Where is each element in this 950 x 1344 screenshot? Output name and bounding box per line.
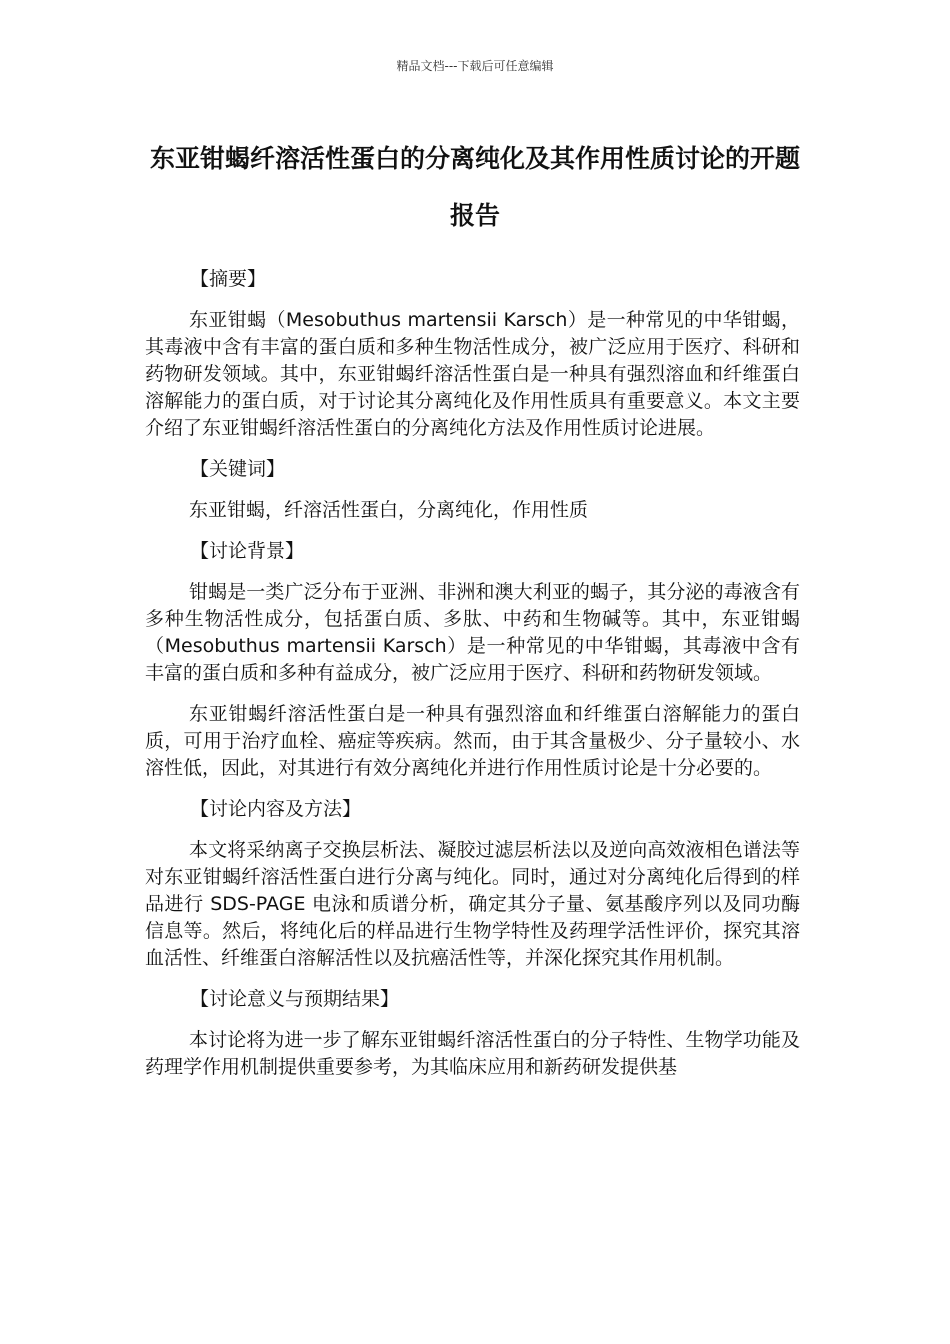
methods-heading: 【讨论内容及方法】: [190, 798, 362, 820]
background-paragraph-2: 东亚钳蝎纤溶活性蛋白是一种具有强烈溶血和纤维蛋白溶解能力的蛋白质，可用于治疗血栓、癌症等疾病。然而，由于其含量极少、分子量较小、水溶性低，因此，对其进行有效分离纯化并进行作用性质讨论是十分必要的。: [145, 703, 800, 779]
page-header-note: 精品文档---下载后可任意编辑: [396, 59, 554, 73]
abstract-heading: 【摘要】: [190, 268, 267, 290]
abstract-paragraph: 东亚钳蝎（Mesobuthus martensii Karsch）是一种常见的中华钳蝎，其毒液中含有丰富的蛋白质和多种生物活性成分，被广泛应用于医疗、科研和药物研发领域。其中，东亚钳蝎纤溶活性蛋白是一种具有强烈溶血和纤维蛋白溶解能力的蛋白质，对于讨论其分离纯化及作用性质具有重要意义。本文主要介绍了东亚钳蝎纤溶活性蛋白的分离纯化方法及作用性质讨论进展。: [145, 309, 800, 439]
keywords-text: 东亚钳蝎，纤溶活性蛋白，分离纯化，作用性质: [189, 499, 589, 521]
document-body: [145, 266, 800, 1095]
methods-paragraph: 本文将采纳离子交换层析法、凝胶过滤层析法以及逆向高效液相色谱法等对东亚钳蝎纤溶活性蛋白进行分离与纯化。同时，通过对分离纯化后得到的样品进行 SDS-PAGE 电泳和质谱分析，确定其分子量、氨基酸序列以及同功酶信息等。然后，将纯化后的样品进行生物学特性及药理学活性评价，探究其溶血活性、纤维蛋白溶解活性以及抗癌活性等，并深化探究其作用机制。: [145, 839, 800, 969]
background-paragraph-1: 钳蝎是一类广泛分布于亚洲、非洲和澳大利亚的蝎子，其分泌的毒液含有多种生物活性成分，包括蛋白质、多肽、中药和生物碱等。其中，东亚钳蝎（Mesobuthus martensii Karsch）是一种常见的中华钳蝎，其毒液中含有丰富的蛋白质和多种有益成分，被广泛应用于医疗、科研和药物研发领域。: [145, 581, 800, 684]
keywords-heading: 【关键词】: [190, 458, 286, 480]
significance-heading: 【讨论意义与预期结果】: [190, 988, 400, 1010]
document-title: 东亚钳蝎纤溶活性蛋白的分离纯化及其作用性质讨论的开题报告: [149, 144, 800, 230]
significance-paragraph: 本讨论将为进一步了解东亚钳蝎纤溶活性蛋白的分子特性、生物学功能及药理学作用机制提供重要参考，为其临床应用和新药研发提供基: [145, 1029, 800, 1078]
background-heading: 【讨论背景】: [190, 540, 305, 562]
